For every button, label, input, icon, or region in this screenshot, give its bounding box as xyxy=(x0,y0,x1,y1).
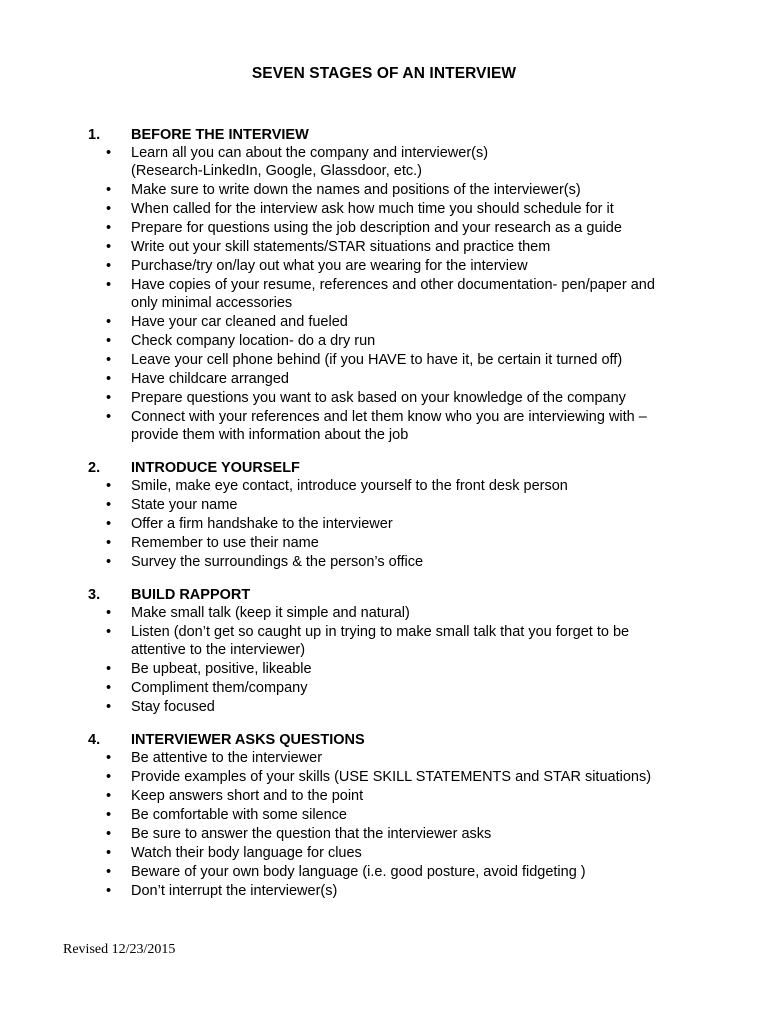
sections-container xyxy=(88,126,728,915)
list-item-text: Don’t interrupt the interviewer(s) xyxy=(131,883,338,899)
section-1 xyxy=(88,126,728,444)
bullet-icon: • xyxy=(106,535,112,551)
section-title: BEFORE THE INTERVIEW xyxy=(131,127,309,143)
bullet-icon: • xyxy=(106,220,112,236)
bullet-icon: • xyxy=(106,807,112,823)
list-item-text: attentive to the interviewer) xyxy=(131,642,306,658)
list-item xyxy=(88,332,728,350)
list-item xyxy=(88,181,728,199)
list-item xyxy=(88,408,728,444)
list-item-text: Write out your skill statements/STAR situations and practice them xyxy=(131,239,551,255)
bullet-icon: • xyxy=(106,239,112,255)
bullet-icon: • xyxy=(106,883,112,899)
section-title: INTRODUCE YOURSELF xyxy=(131,460,300,476)
list-item xyxy=(88,882,728,900)
list-item-text: Prepare questions you want to ask based on your knowledge of the company xyxy=(131,390,626,406)
bullet-icon: • xyxy=(106,390,112,406)
list-item-text: Learn all you can about the company and interviewer(s) xyxy=(131,145,489,161)
list-item-text: Be upbeat, positive, likeable xyxy=(131,661,312,677)
section-4 xyxy=(88,731,728,900)
section-heading xyxy=(88,586,728,604)
list-item-text: Compliment them/company xyxy=(131,680,308,696)
list-item xyxy=(88,660,728,678)
section-heading xyxy=(88,126,728,144)
list-item-text: Stay focused xyxy=(131,699,215,715)
bullet-icon: • xyxy=(106,605,112,621)
list-item-text: Offer a firm handshake to the interviewer xyxy=(131,516,393,532)
list-item-text: Keep answers short and to the point xyxy=(131,788,364,804)
list-item-text: Be attentive to the interviewer xyxy=(131,750,323,766)
bullet-list xyxy=(88,144,728,444)
list-item-text: Provide examples of your skills (USE SKILL STATEMENTS and STAR situations) xyxy=(131,769,652,785)
list-item xyxy=(88,515,728,533)
list-item-text: Be comfortable with some silence xyxy=(131,807,347,823)
bullet-icon: • xyxy=(106,145,112,161)
bullet-icon: • xyxy=(106,680,112,696)
section-heading xyxy=(88,459,728,477)
bullet-icon: • xyxy=(106,371,112,387)
list-item xyxy=(88,496,728,514)
list-item xyxy=(88,553,728,571)
bullet-icon: • xyxy=(106,497,112,513)
list-item-text: Purchase/try on/lay out what you are wearing for the interview xyxy=(131,258,528,274)
list-item xyxy=(88,276,728,312)
bullet-icon: • xyxy=(106,409,112,425)
bullet-list xyxy=(88,477,728,571)
list-item-text: (Research-LinkedIn, Google, Glassdoor, etc.) xyxy=(131,163,422,179)
list-item xyxy=(88,844,728,862)
bullet-icon: • xyxy=(106,478,112,494)
list-item-text: Make small talk (keep it simple and natural) xyxy=(131,605,410,621)
list-item-text: Smile, make eye contact, introduce yourself to the front desk person xyxy=(131,478,568,494)
list-item-text: Survey the surroundings & the person’s office xyxy=(131,554,424,570)
bullet-icon: • xyxy=(106,258,112,274)
section-2 xyxy=(88,459,728,571)
list-item xyxy=(88,806,728,824)
bullet-icon: • xyxy=(106,864,112,880)
section-title: INTERVIEWER ASKS QUESTIONS xyxy=(131,732,365,748)
revision-footer: Revised 12/23/2015 xyxy=(63,942,176,957)
list-item xyxy=(88,370,728,388)
list-item-text: Have childcare arranged xyxy=(131,371,289,387)
bullet-icon: • xyxy=(106,826,112,842)
list-item-text: Be sure to answer the question that the interviewer asks xyxy=(131,826,492,842)
list-item xyxy=(88,389,728,407)
section-number: 3. xyxy=(88,587,101,603)
list-item xyxy=(88,749,728,767)
bullet-icon: • xyxy=(106,845,112,861)
list-item-text: Have copies of your resume, references and other documentation- pen/paper and xyxy=(131,277,655,293)
bullet-icon: • xyxy=(106,699,112,715)
bullet-icon: • xyxy=(106,182,112,198)
section-number: 4. xyxy=(88,732,101,748)
section-heading xyxy=(88,731,728,749)
section-number: 1. xyxy=(88,127,101,143)
list-item-text: Make sure to write down the names and positions of the interviewer(s) xyxy=(131,182,581,198)
list-item xyxy=(88,477,728,495)
bullet-icon: • xyxy=(106,750,112,766)
section-number: 2. xyxy=(88,460,101,476)
bullet-icon: • xyxy=(106,516,112,532)
list-item-text: Prepare for questions using the job description and your research as a guide xyxy=(131,220,622,236)
list-item xyxy=(88,679,728,697)
list-item-text: Leave your cell phone behind (if you HAVE to have it, be certain it turned off) xyxy=(131,352,623,368)
list-item xyxy=(88,863,728,881)
bullet-list xyxy=(88,749,728,900)
section-title: BUILD RAPPORT xyxy=(131,587,251,603)
bullet-icon: • xyxy=(106,333,112,349)
list-item-text: Listen (don’t get so caught up in trying to make small talk that you forget to be xyxy=(131,624,630,640)
list-item xyxy=(88,825,728,843)
bullet-icon: • xyxy=(106,554,112,570)
bullet-list xyxy=(88,604,728,716)
list-item-text: Watch their body language for clues xyxy=(131,845,362,861)
list-item xyxy=(88,604,728,622)
list-item-text: Beware of your own body language (i.e. good posture, avoid fidgeting ) xyxy=(131,864,586,880)
list-item-text: Have your car cleaned and fueled xyxy=(131,314,348,330)
bullet-icon: • xyxy=(106,201,112,217)
list-item-text: Check company location- do a dry run xyxy=(131,333,376,349)
bullet-icon: • xyxy=(106,352,112,368)
list-item xyxy=(88,534,728,552)
document-title: SEVEN STAGES OF AN INTERVIEW xyxy=(251,65,517,82)
list-item-text: provide them with information about the job xyxy=(131,427,409,443)
list-item xyxy=(88,351,728,369)
list-item xyxy=(88,219,728,237)
list-item-text: Remember to use their name xyxy=(131,535,319,551)
bullet-icon: • xyxy=(106,624,112,640)
section-3 xyxy=(88,586,728,716)
list-item xyxy=(88,200,728,218)
list-item-text: Connect with your references and let them know who you are interviewing with – xyxy=(131,409,647,425)
bullet-icon: • xyxy=(106,314,112,330)
list-item-text: only minimal accessories xyxy=(131,295,293,311)
list-item-text: State your name xyxy=(131,497,238,513)
list-item xyxy=(88,144,728,180)
list-item-text: When called for the interview ask how much time you should schedule for it xyxy=(131,201,614,217)
bullet-icon: • xyxy=(106,788,112,804)
list-item xyxy=(88,257,728,275)
list-item xyxy=(88,698,728,716)
list-item xyxy=(88,768,728,786)
list-item xyxy=(88,238,728,256)
list-item xyxy=(88,787,728,805)
bullet-icon: • xyxy=(106,661,112,677)
list-item xyxy=(88,623,728,659)
bullet-icon: • xyxy=(106,277,112,293)
list-item xyxy=(88,313,728,331)
bullet-icon: • xyxy=(106,769,112,785)
